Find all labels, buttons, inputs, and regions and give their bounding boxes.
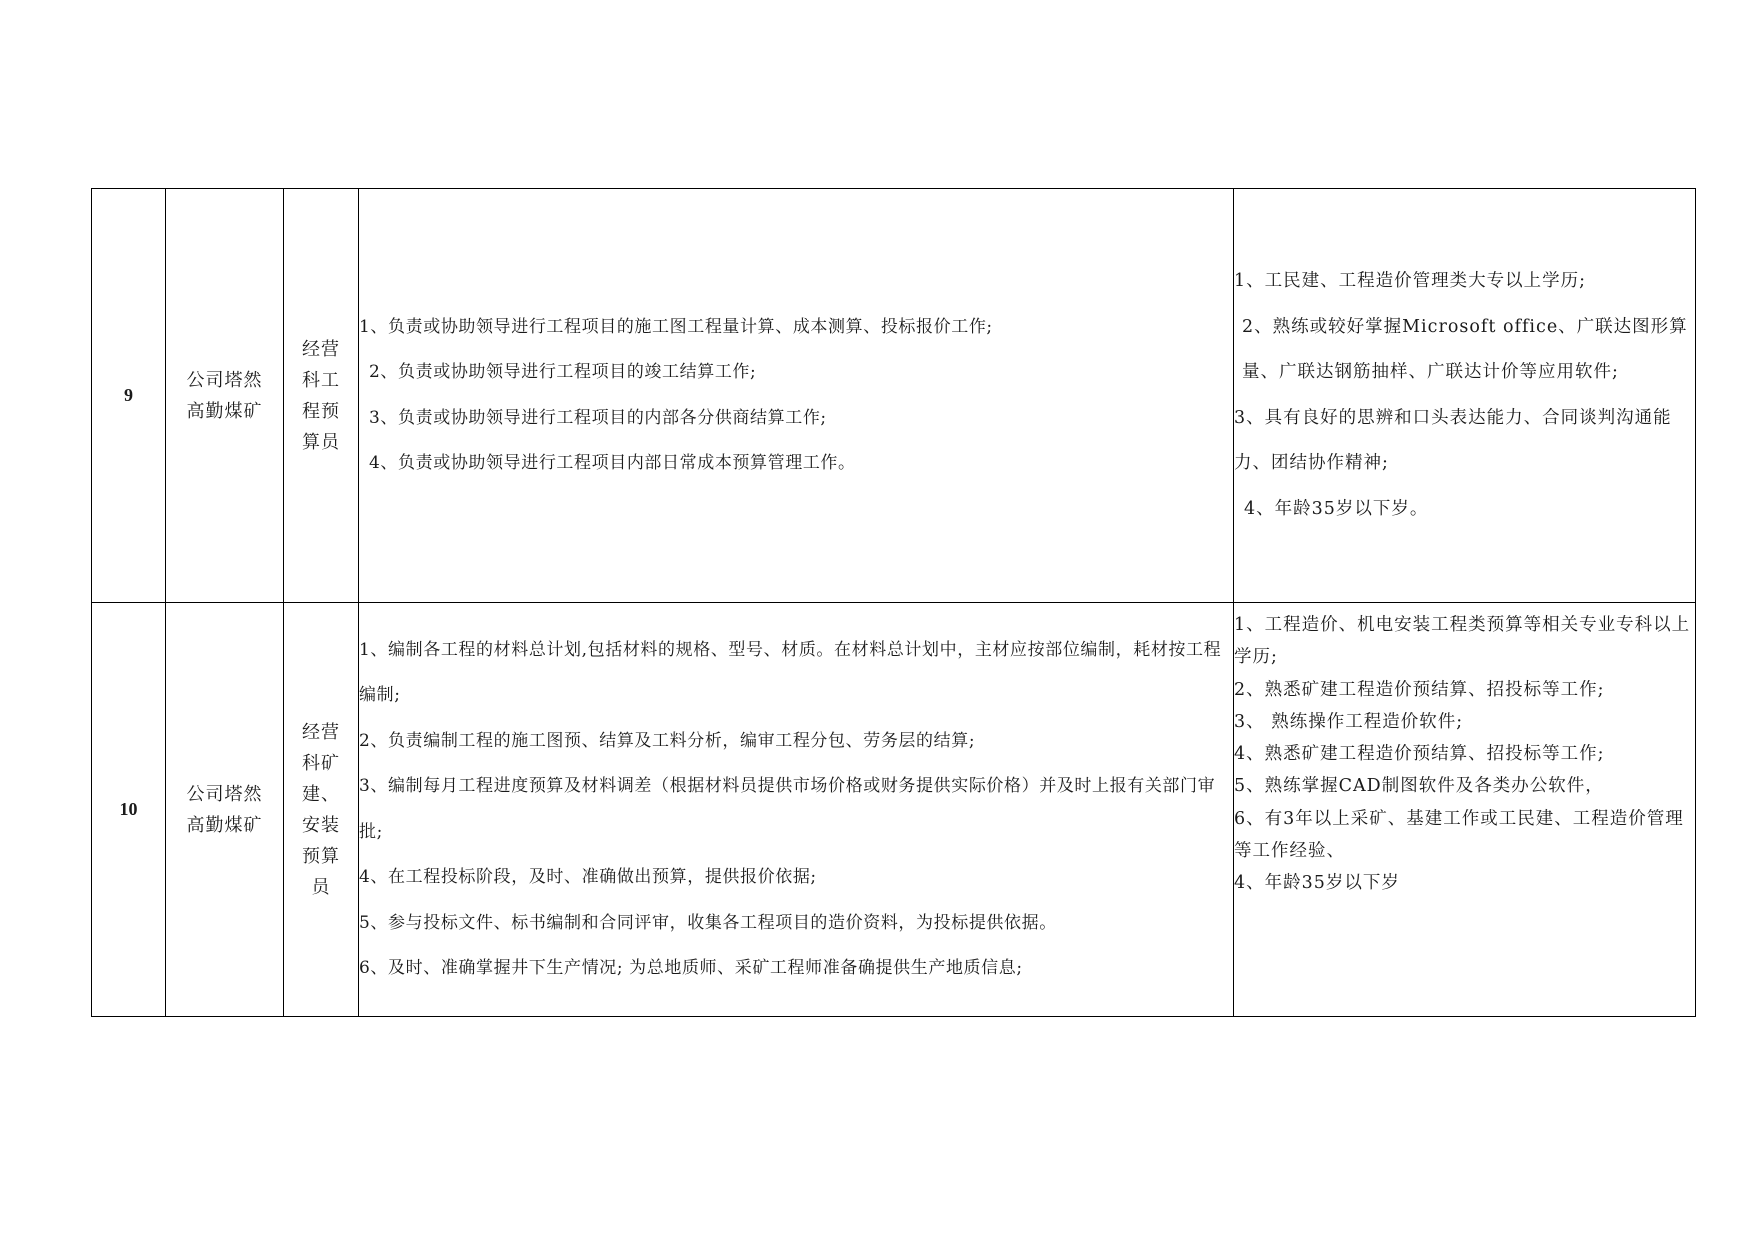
duties-cell bbox=[359, 189, 1234, 603]
unit-cell bbox=[166, 189, 284, 603]
requirements-cell bbox=[1234, 603, 1696, 1017]
requirement-item: 3、 熟练操作工程造价软件; bbox=[1234, 711, 1464, 732]
position-cell bbox=[284, 603, 359, 1017]
job-table bbox=[91, 188, 1696, 1017]
table-row bbox=[92, 189, 1696, 603]
duty-item: 3、编制每月工程进度预算及材料调差（根据材料员提供市场价格或财务提供实际价格）并及时上报有关部门审批; bbox=[359, 776, 1216, 842]
unit-name: 公司塔然高勤煤矿 bbox=[186, 369, 263, 422]
duties-cell bbox=[359, 603, 1234, 1017]
table-row bbox=[92, 603, 1696, 1017]
requirement-item: 1、工民建、工程造价管理类大专以上学历; bbox=[1234, 271, 1587, 291]
requirement-item: 4、年龄35岁以下岁 bbox=[1234, 873, 1400, 894]
requirement-item: 4、年龄35岁以下岁。 bbox=[1244, 498, 1429, 519]
requirement-item: 2、熟悉矿建工程造价预结算、招投标等工作; bbox=[1234, 679, 1605, 700]
requirement-item: 6、有3年以上采矿、基建工作或工民建、工程造价管理等工作经验、 bbox=[1234, 808, 1684, 862]
requirement-item: 3、具有良好的思辨和口头表达能力、合同谈判沟通能力、团结协作精神; bbox=[1234, 407, 1672, 473]
unit-cell bbox=[166, 603, 284, 1017]
requirements-cell bbox=[1234, 189, 1696, 603]
row-number: 9 bbox=[92, 189, 166, 603]
position-name: 经营科工程预算员 bbox=[302, 338, 340, 453]
position-cell bbox=[284, 189, 359, 603]
requirement-item: 5、熟练掌握CAD制图软件及各类办公软件， bbox=[1234, 776, 1604, 797]
duty-item: 5、参与投标文件、标书编制和合同评审，收集各工程项目的造价资料，为投标提供依据。 bbox=[359, 912, 1057, 933]
position-name: 经营科矿建、安装预算员 bbox=[302, 721, 340, 898]
row-number: 10 bbox=[92, 603, 166, 1017]
unit-name: 公司塔然高勤煤矿 bbox=[186, 783, 263, 836]
requirement-item: 2、熟练或较好掌握Microsoft office、广联达图形算量、广联达钢筋抽样、广联达计价等应用软件; bbox=[1242, 316, 1688, 382]
duty-item: 4、负责或协助领导进行工程项目内部日常成本预算管理工作。 bbox=[369, 453, 856, 473]
duty-item: 4、在工程投标阶段，及时、准确做出预算，提供报价依据; bbox=[359, 867, 817, 887]
duty-item: 6、及时、准确掌握井下生产情况; 为总地质师、采矿工程师准备确提供生产地质信息; bbox=[359, 958, 1023, 978]
duty-item: 1、编制各工程的材料总计划,包括材料的规格、型号、材质。在材料总计划中，主材应按部位编制，耗材按工程编制; bbox=[359, 639, 1222, 705]
requirement-item: 4、熟悉矿建工程造价预结算、招投标等工作; bbox=[1234, 744, 1605, 765]
duty-item: 2、负责编制工程的施工图预、结算及工料分析，编审工程分包、劳务层的结算; bbox=[359, 730, 976, 751]
duty-item: 2、负责或协助领导进行工程项目的竣工结算工作; bbox=[369, 362, 757, 382]
duty-item: 1、负责或协助领导进行工程项目的施工图工程量计算、成本测算、投标报价工作; bbox=[359, 316, 993, 337]
duty-item: 3、负责或协助领导进行工程项目的内部各分供商结算工作; bbox=[369, 407, 827, 428]
requirement-item: 1、工程造价、机电安装工程类预算等相关专业专科以上学历; bbox=[1234, 615, 1691, 668]
